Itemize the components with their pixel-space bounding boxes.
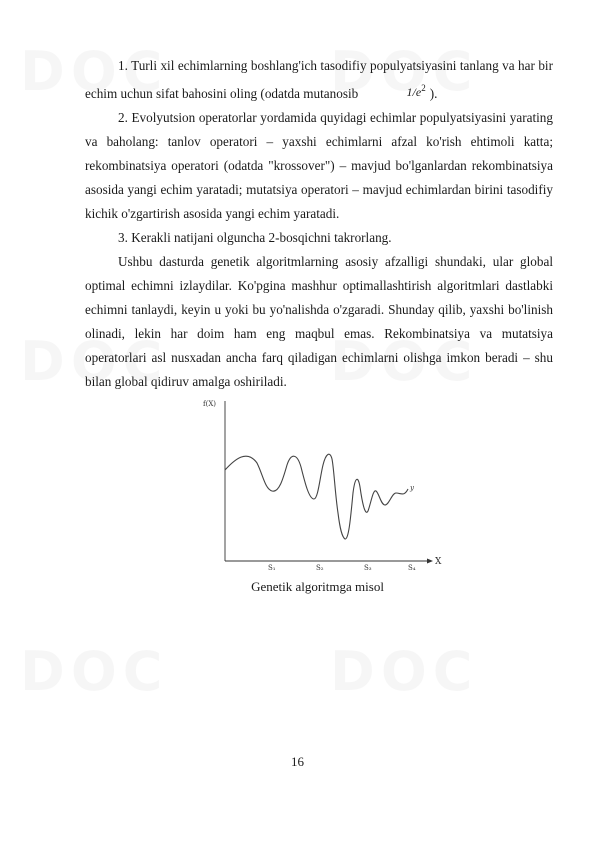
figure-caption: Genetik algoritmga misol <box>251 579 384 594</box>
fitness-curve <box>225 454 408 539</box>
body-text <box>85 54 553 394</box>
x-tick-s3: S₃ <box>364 564 372 572</box>
formula: $1/e^2$ <box>406 83 426 99</box>
y-axis-label: f(X) <box>203 400 217 408</box>
x-tick-s2: S₂ <box>316 564 324 572</box>
watermark <box>330 640 478 703</box>
x-tick-s4: S₄ <box>408 564 416 572</box>
paragraph-step-3: 3. Kerakli natijani olguncha 2-bosqichni takrorlang. <box>118 230 392 245</box>
genetic-algorithm-figure <box>195 393 445 578</box>
function-plot <box>195 393 445 578</box>
paragraph-step-2: 2. Evolyutsion operatorlar yordamida quyidagi echimlar populyatsiyasini yarating va baholang: tanlov operatori – yaxshi echimlarni afzal ko'rish ehtimoli katta; rekombinatsiya operatori (odatda "krossover") – mavjud bo'lganlardan rekombinatsiya asosida yangi echim yaratadi; mutatsiya operatori – mavjud echimlardan birini tasodifiy kichik o'zgartirish asosida yangi echim yaratadi. <box>85 110 553 221</box>
paragraph-step-1: 1. Turli xil echimlarning boshlang'ich tasodifiy populyatsiyasini tanlang va har bir echim uchun sifat bahosini oling (odatda mutanosib $1/e^2$ ). <box>85 54 553 106</box>
x-tick-s1: S₁ <box>268 564 276 572</box>
x-axis-arrow <box>427 559 433 564</box>
page-number: 16 <box>291 754 304 769</box>
watermark <box>20 640 168 703</box>
x-axis-label: X <box>435 557 442 567</box>
curve-end-label: y <box>410 484 414 492</box>
paragraph-summary: Ushbu dasturda genetik algoritmlarning asosiy afzalligi shundaki, ular global optimal echimni izlaydilar. Ko'pgina mashhur optimallashtirish algoritmlari dastlabki echimni tanlaydi, keyin u yoki bu yo'nalishda o'zgaradi. Shunday qilib, yaxshi bo'linish olinadi, lekin har doim ham eng maqbul emas. Rekombinatsiya va mutatsiya operatorlari asl nusxadan ancha farq qiladigan echimlarni olishga imkon beradi – shu bilan global qidiruv amalga oshiriladi. <box>85 254 553 389</box>
